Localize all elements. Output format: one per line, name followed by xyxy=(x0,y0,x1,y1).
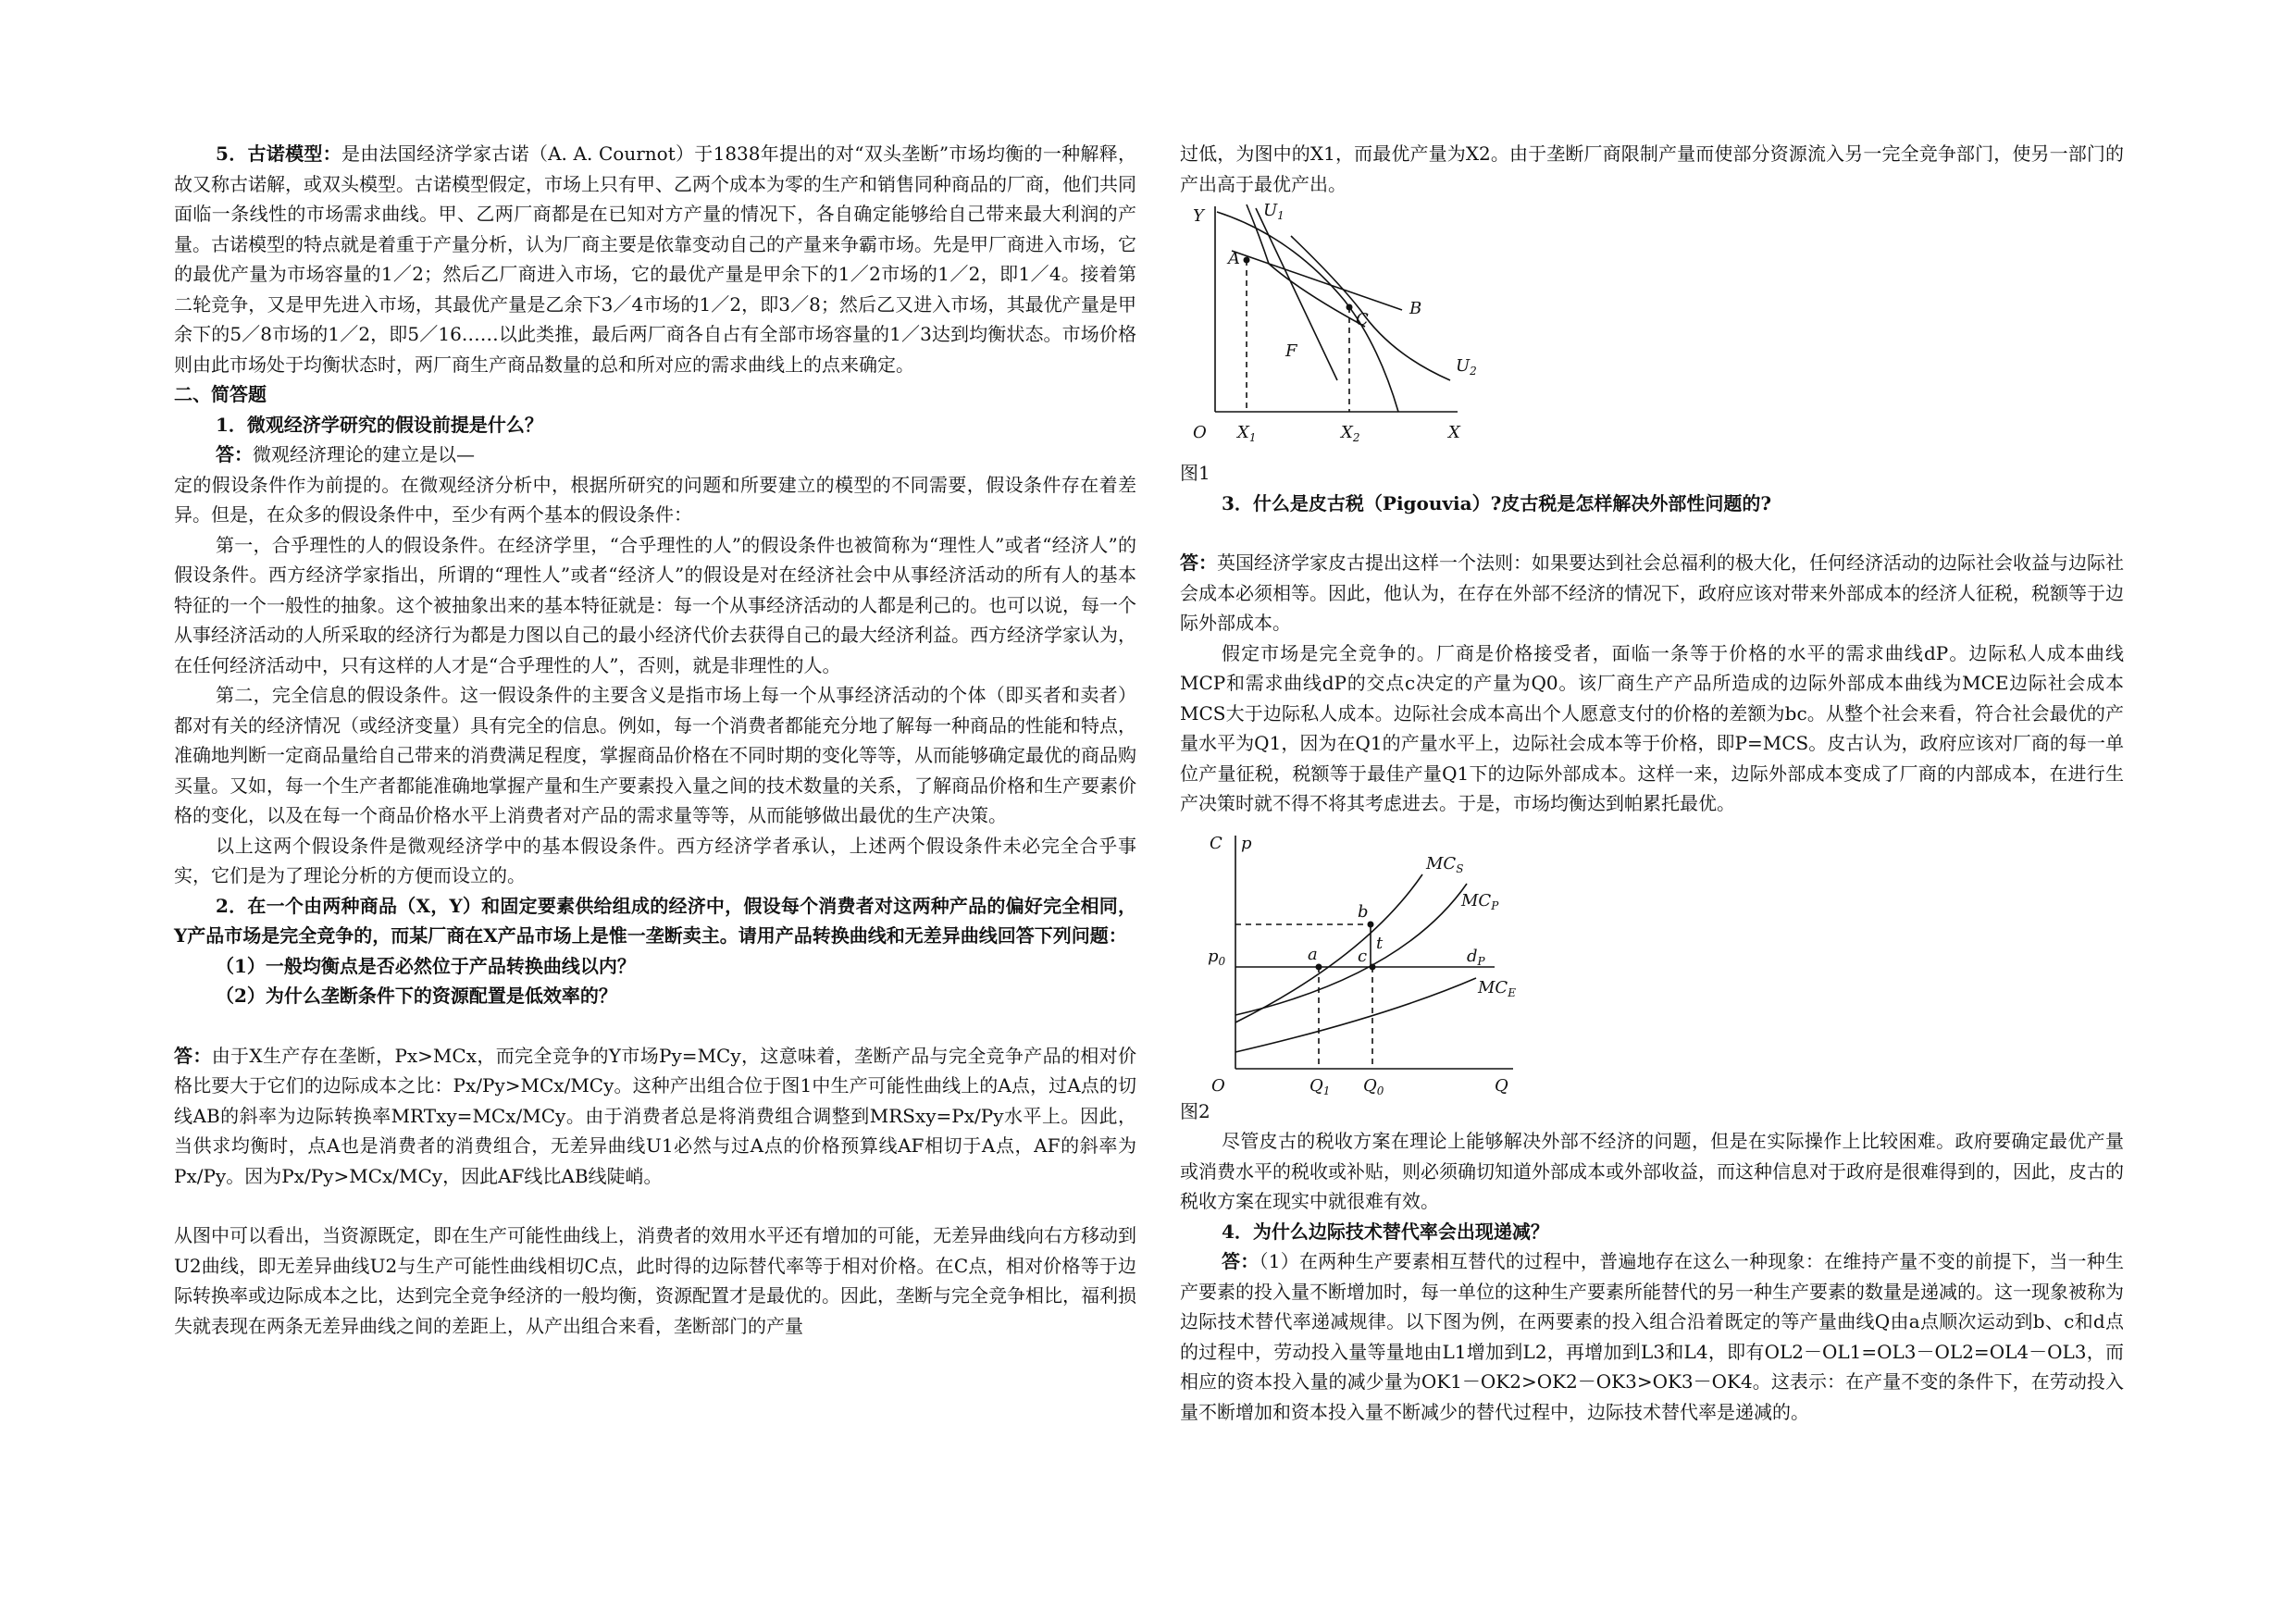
answer-1-point-1: 第一，合乎理性的人的假设条件。在经济学里，“合乎理性的人”的假设条件也被简称为“理性人”或者“经济人”的假设条件。西方经济学家指出，所谓的“理性人”或者“经济人”的假设是对在经济社会中从事经济活动的所有人的基本特征的一个一般性的抽象。这个被抽象出来的基本特征就是：每一个从事经济活动的人都是利己的。也可以说，每一个从事经济活动的人所采取的经济行为都是力图以自己的最小经济代价去获得自己的最大经济利益。西方经济学家认为，在任何经济活动中，只有这样的人才是“合乎理性的人”，否则，就是非理性的人。 xyxy=(174,533,1136,676)
fig1-tangent-line-ab xyxy=(1232,251,1402,310)
left-column xyxy=(174,139,1136,1341)
cournot-term: 5．古诺模型： xyxy=(216,142,341,165)
answer-label: 答： xyxy=(1180,551,1217,574)
figure-2-caption: 图2 xyxy=(1180,1099,1210,1122)
fig1-c-label: C xyxy=(1356,310,1369,329)
answer-3-paragraph-2: 假定市场是完全竞争的。厂商是价格接受者，面临一条等于价格的水平的需求曲线dP。边际私人成本曲线MCP和需求曲线dP的交点c决定的产量为Q0。该厂商生产产品所造成的边际外部成本曲线为MCE边际社会成本MCS大于边际私人成本。边际社会成本高出个人愿意支付的价格的差额为bc。从整个社会来看，符合社会最优的产量水平为Q1，因为在Q1的产量水平上，边际社会成本等于价格，即P=MCS。皮古认为，政府应该对厂商的每一单位产量征税，税额等于最佳产量Q1下的边际外部成本。这样一来，边际外部成本变成了厂商的内部成本，在进行生产决策时就不得不将其考虑进去。于是，市场均衡达到帕累托最优。 xyxy=(1180,641,2124,814)
fig2-c-label: c xyxy=(1358,946,1368,966)
fig1-u1-label: $U_1$ xyxy=(1263,201,1285,222)
fig2-c-axis-label: C xyxy=(1210,833,1222,853)
right-column xyxy=(1180,139,2124,1427)
fig1-b-label: B xyxy=(1409,299,1422,318)
answer-1-point-2: 第二，完全信息的假设条件。这一假设条件的主要含义是指市场上每一个从事经济活动的个体（即买者和卖者）都对有关的经济情况（或经济变量）具有完全的信息。例如，每一个消费者都能充分地了解每一种商品的性能和特点，准确地判断一定商品量给自己带来的消费满足程度，掌握商品价格在不同时期的变化等等，从而能够确定最优的商品购买量。又如，每一个生产者都能准确地掌握产量和生产要素投入量之间的技术数量的关系，了解商品价格和生产要素价格的变化，以及在每一个商品价格水平上消费者对产品的需求量等等，从而能够做出最优的生产决策。 xyxy=(174,684,1136,826)
figure-1-diagram xyxy=(1180,199,1485,458)
fig2-q1-label: $Q_1$ xyxy=(1309,1075,1331,1096)
fig2-point-b xyxy=(1368,921,1374,927)
fig2-mcs-curve xyxy=(1235,874,1422,1022)
fig1-point-a xyxy=(1244,257,1250,264)
fig1-x1-label: $X_1$ xyxy=(1237,423,1257,444)
answer-4-paragraph xyxy=(1180,1246,2124,1427)
fig1-f-label: F xyxy=(1285,341,1297,361)
answer-2-paragraph-2: 从图中可以看出，当资源既定，即在生产可能性曲线上，消费者的效用水平还有增加的可能，无差异曲线向右方移动到U2曲线，即无差异曲线U2与生产可能性曲线相切C点，此时得的边际替代率等于相对价格。在C点，相对价格等于边际转换率或边际成本之比，达到完全竞争经济的一般均衡，资源配置才是最优的。因此，垄断与完全竞争相比，福利损失就表现在两条无差异曲线之间的差距上，从产出组合来看，垄断部门的产量 xyxy=(174,1224,1136,1337)
fig1-origin-label: O xyxy=(1193,423,1207,442)
answer-2-continuation: 过低，为图中的X1，而最优产量为X2。由于垄断厂商限制产量而使部分资源流入另一完全竞争部门，使另一部门的产出高于最优产出。 xyxy=(1180,142,2124,195)
section-heading-short-answer: 二、简答题 xyxy=(174,383,267,405)
fig2-point-c xyxy=(1370,963,1376,970)
fig1-indifference-curve-u2 xyxy=(1291,236,1450,380)
answer-label: 答： xyxy=(216,443,253,465)
answer-2-paragraph-1 xyxy=(174,1041,1136,1192)
fig2-p0-label: $p_0$ xyxy=(1208,946,1226,968)
fig2-q0-label: $Q_0$ xyxy=(1363,1075,1384,1096)
answer-3-paragraph-3: 尽管皮古的税收方案在理论上能够解决外部不经济的问题，但是在实际操作上比较困难。政府要确定最优产量或消费水平的税收或补贴，则必须确切知道外部成本或外部收益，而这种信息对于政府是很难得到的，因此，皮古的税收方案在现实中就很难有效。 xyxy=(1180,1130,2124,1212)
fig1-a-label: A xyxy=(1228,249,1240,268)
fig1-point-c xyxy=(1347,304,1353,311)
fig2-mce-curve xyxy=(1235,978,1476,1052)
fig1-x2-label: $X_2$ xyxy=(1341,423,1360,444)
answer-4-text: （1）在两种生产要素相互替代的过程中，普遍地存在这么一种现象：在维持产量不变的前提下，当一种生产要素的投入量不断增加时，每一单位的这种生产要素所能替代的另一种生产要素的数量是递减的。这一现象被称为边际技术替代率递减规律。以下图为例，在两要素的投入组合沿着既定的等产量曲线Q由a点顺次运动到b、c和d点的过程中，劳动投入量等量地由L1增加到L2，再增加到L3和L4，即有OL2－OL1=OL3－OL2=OL4－OL3，而相应的资本投入量的减少量为OK1－OK2>OK2－OK3>OK3－OK4。这表示：在产量不变的条件下，在劳动投入量不断增加和资本投入量不断减少的替代过程中，边际技术替代率是递减的。 xyxy=(1180,1250,2124,1423)
fig1-y-label: Y xyxy=(1193,206,1204,226)
fig1-production-possibility-curve xyxy=(1217,212,1398,412)
cournot-paragraph xyxy=(174,139,1136,379)
question-1: 1．微观经济学研究的假设前提是什么？ xyxy=(216,413,543,436)
fig2-mcp-label: $MC_P$ xyxy=(1461,890,1499,912)
question-2-part-2: （2）为什么垄断条件下的资源配置是低效率的？ xyxy=(216,985,617,1007)
answer-2-text: 由于X生产存在垄断，Px>MCx，而完全竞争的Y市场Py=MCy，这意味着，垄断产品与完全竞争产品的相对价格比要大于它们的边际成本之比：Px/Py>MCx/MCy。这种产出组合位于图1中生产可能性曲线上的A点，过A点的切线AB的斜率为边际转换率MRTxy=MCx/MCy。由于消费者总是将消费组合调整到MRSxy=Px/Py水平上。因此，当供求均衡时，点A也是消费者的消费组合，无差异曲线U1必然与过A点的价格预算线AF相切于A点，AF的斜率为Px/Py。因为Px/Py>MCx/MCy，因此AF线比AB线陡峭。 xyxy=(174,1044,1136,1187)
fig2-q-label: Q xyxy=(1495,1075,1508,1096)
answer-3-paragraph-1 xyxy=(1180,548,2124,638)
fig2-point-a xyxy=(1316,963,1322,970)
question-4: 4．为什么边际技术替代率会出现递减？ xyxy=(1222,1220,1549,1243)
answer-1-conclusion: 以上这两个假设条件是微观经济学中的基本假设条件。西方经济学者承认，上述两个假设条件未必完全合乎事实，它们是为了理论分析的方便而设立的。 xyxy=(174,834,1136,886)
fig2-dp-label: $d_P$ xyxy=(1467,946,1485,968)
fig2-b-label: b xyxy=(1358,901,1369,922)
fig1-x-label: X xyxy=(1448,423,1460,442)
cournot-text: 是由法国经济学家古诺（A. A. Cournot）于1838年提出的对“双头垄断”市场均衡的一种解释，故又称古诺解，或双头模型。古诺模型假定，市场上只有甲、乙两个成本为零的生产和销售同种商品的厂商，他们共同面临一条线性的市场需求曲线。甲、乙两厂商都是在已知对方产量的情况下，各自确定能够给自己带来最大利润的产量。古诺模型的特点就是着重于产量分析，认为厂商主要是依靠变动自己的产量来争霸市场。先是甲厂商进入市场，它的最优产量为市场容量的1／2；然后乙厂商进入市场，它的最优产量是甲余下的1／2市场的1／2，即1／4。接着第二轮竞争，又是甲先进入市场，其最优产量是乙余下3／4市场的1／2，即3／8；然后乙又进入市场，其最优产量是甲余下的5／8市场的1／2，即5／16……以此类推，最后两厂商各自占有全部市场容量的1／3达到均衡状态。市场价格则由此市场处于均衡状态时，两厂商生产商品数量的总和所对应的需求曲线上的点来确定。 xyxy=(174,142,1136,376)
fig1-u2-label: $U_2$ xyxy=(1456,356,1477,378)
fig2-mce-label: $MC_E$ xyxy=(1478,977,1516,999)
fig2-origin-label: O xyxy=(1211,1075,1225,1096)
fig2-a-label: a xyxy=(1308,944,1318,964)
answer-1-lead: 微观经济理论的建立是以— xyxy=(253,443,475,465)
answer-3-text: 英国经济学家皮古提出这样一个法则：如果要达到社会总福利的极大化，任何经济活动的边际社会收益与边际社会成本必须相等。因此，他认为，在存在外部不经济的情况下，政府应该对带来外部成本的经济人征税，税额等于边际外部成本。 xyxy=(1180,551,2124,634)
answer-label: 答： xyxy=(174,1044,212,1067)
question-2: 2．在一个由两种商品（X，Y）和固定要素供给组成的经济中，假设每个消费者对这两种产品的偏好完全相同，Y产品市场是完全竞争的，而某厂商在X产品市场上是惟一垄断卖主。请用产品转换曲线和无差异曲线回答下列问题： xyxy=(174,894,1136,947)
fig2-mcs-label: $MC_S$ xyxy=(1426,853,1464,875)
figure-1-caption: 图1 xyxy=(1180,462,1210,484)
answer-label: 答： xyxy=(1222,1250,1260,1272)
fig2-t-label: t xyxy=(1376,933,1384,953)
question-3: 3．什么是皮古税（Pigouvia）?皮古税是怎样解决外部性问题的? xyxy=(1222,491,1772,514)
answer-1-first-line xyxy=(174,440,1136,470)
figure-2-diagram xyxy=(1180,828,1532,1096)
fig2-p-axis-label: p xyxy=(1241,833,1252,853)
answer-1-continuation: 定的假设条件作为前提的。在微观经济分析中，根据所研究的问题和所要建立的模型的不同需要，假设条件存在着差异。但是，在众多的假设条件中，至少有两个基本的假设条件： xyxy=(174,473,1136,526)
question-2-part-1: （1）一般均衡点是否必然位于产品转换曲线以内？ xyxy=(216,954,636,977)
